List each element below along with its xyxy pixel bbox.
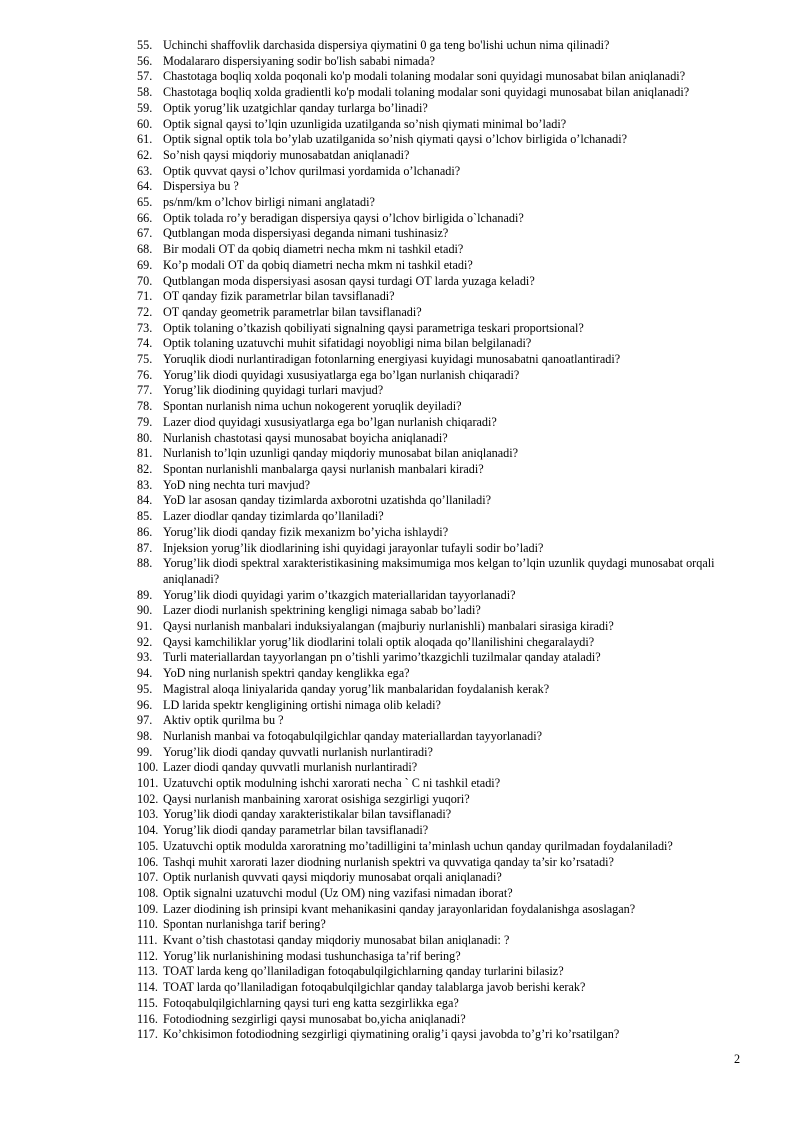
question-number: 103.: [137, 807, 159, 822]
question-text: Chastotaga boqliq xolda gradientli ko'p modali tolaning modalar soni quyidagi munosabat bilan aniqlanadi?: [163, 85, 690, 100]
question-text: Lazer diodi nurlanish spektrining kengligi nimaga sabab bo’ladi?: [163, 603, 481, 618]
question-item: [137, 588, 747, 604]
question-text: Qutblangan moda dispersiyasi deganda nimani tushinasiz?: [163, 226, 449, 241]
question-number: 104.: [137, 823, 159, 838]
question-text: Spontan nurlanishli manbalarga qaysi nurlanish manbalari kiradi?: [163, 461, 484, 476]
question-text: Yorug’lik diodi qanday fizik mexanizm bo’yicha ishlaydi?: [163, 524, 449, 539]
question-number: 58.: [137, 85, 153, 100]
question-item: [137, 792, 747, 808]
question-item: [137, 980, 747, 996]
question-item: [137, 698, 747, 714]
question-item: [137, 352, 747, 368]
question-text: Optik tolaning o’tkazish qobiliyati signalning qaysi parametriga teskari proportsional?: [163, 320, 584, 335]
page-number: 2: [734, 1052, 741, 1066]
question-number: 60.: [137, 116, 153, 131]
question-number: 77.: [137, 383, 153, 398]
question-number: 96.: [137, 697, 153, 712]
question-number: 86.: [137, 524, 153, 539]
question-text: Ko’p modali OT da qobiq diametri necha mkm ni tashkil etadi?: [163, 257, 473, 272]
question-item: [137, 383, 747, 399]
question-number: 71.: [137, 289, 153, 304]
question-number: 99.: [137, 744, 153, 759]
question-number: 100.: [137, 760, 159, 775]
question-number: 94.: [137, 666, 153, 681]
question-item: [137, 1027, 747, 1043]
question-item: [137, 839, 747, 855]
question-text: LD larida spektr kengligining ortishi nimaga olib keladi?: [163, 697, 441, 712]
question-number: 70.: [137, 273, 153, 288]
question-number: 90.: [137, 603, 153, 618]
question-number: 73.: [137, 320, 153, 335]
question-number: 67.: [137, 226, 153, 241]
question-item: [137, 69, 747, 85]
question-item: [137, 38, 747, 54]
question-text: Yorug’lik diodi qanday quvvatli nurlanish nurlantiradi?: [163, 744, 433, 759]
question-item: [137, 305, 747, 321]
question-text: Spontan nurlanishga tarif bering?: [163, 917, 326, 932]
question-text: YoD ning nechta turi mavjud?: [163, 477, 311, 492]
question-item: [137, 933, 747, 949]
question-item: [137, 446, 747, 462]
question-item: [137, 258, 747, 274]
question-number: 61.: [137, 132, 153, 147]
question-item: [137, 478, 747, 494]
question-text: Kvant o’tish chastotasi qanday miqdoriy munosabat bilan aniqlanadi: ?: [163, 933, 510, 948]
question-text: Dispersiya bu ?: [163, 179, 239, 194]
question-item: [137, 823, 747, 839]
question-text: Optik yorug’lik uzatgichlar qanday turlarga bo’linadi?: [163, 100, 428, 115]
question-item: [137, 713, 747, 729]
question-text: TOAT larda qo’llaniladigan fotoqabulqilgichlar qanday talablarga javob berishi kerak?: [163, 980, 586, 995]
question-text: Nurlanish manbai va fotoqabulqilgichlar qanday materiallardan tayyorlanadi?: [163, 728, 543, 743]
question-item: [137, 635, 747, 651]
question-text: Qaysi nurlanish manbalari induksiyalangan (majburiy nurlanishli) manbalari sirasiga kiradi?: [163, 619, 614, 634]
question-number: 113.: [137, 964, 158, 979]
question-number: 59.: [137, 100, 153, 115]
question-item: [137, 556, 747, 587]
question-text: Optik signal optik tola bo’ylab uzatilganida so’nish qiymati qaysi o’lchov birligida o’lchanadi?: [163, 132, 628, 147]
question-number: 78.: [137, 399, 153, 414]
question-number: 88.: [137, 556, 153, 571]
question-item: [137, 917, 747, 933]
question-number: 55.: [137, 38, 153, 52]
question-text: Optik signalni uzatuvchi modul (Uz OM) ning vazifasi nimadan iborat?: [163, 885, 513, 900]
question-list: [137, 38, 747, 1043]
question-number: 92.: [137, 634, 153, 649]
question-item: [137, 745, 747, 761]
question-text: Optik tolaning uzatuvchi muhit sifatidagi noyobligi nima bilan belgilanadi?: [163, 336, 532, 351]
question-number: 95.: [137, 681, 153, 696]
question-number: 116.: [137, 1011, 158, 1026]
question-text: Optik nurlanish quvvati qaysi miqdoriy munosabat orqali aniqlanadi?: [163, 870, 502, 885]
question-text: Tashqi muhit xarorati lazer diodning nurlanish spektri va quvvatiga qanday ta’sir ko’rsatadi?: [163, 854, 614, 869]
question-number: 82.: [137, 461, 153, 476]
question-number: 75.: [137, 352, 153, 367]
question-number: 117.: [137, 1027, 158, 1042]
question-text: So’nish qaysi miqdoriy munosabatdan aniqlanadi?: [163, 147, 410, 162]
question-number: 106.: [137, 854, 159, 869]
question-item: [137, 226, 747, 242]
question-text: Lazer diodi qanday quvvatli murlanish nurlantiradi?: [163, 760, 418, 775]
question-number: 93.: [137, 650, 153, 665]
question-item: [137, 855, 747, 871]
question-text: Yorug’lik diodi quyidagi xususiyatlarga ega bo’lgan nurlanish chiqaradi?: [163, 367, 520, 382]
question-item: [137, 274, 747, 290]
question-number: 65.: [137, 195, 153, 210]
question-item: [137, 525, 747, 541]
question-item: [137, 776, 747, 792]
question-number: 63.: [137, 163, 153, 178]
question-text: Aktiv optik qurilma bu ?: [163, 713, 284, 728]
question-item: [137, 996, 747, 1012]
question-text: Qaysi kamchiliklar yorug’lik diodlarini tolali optik aloqada qo’llanilishini chegaralaydi?: [163, 634, 595, 649]
question-item: [137, 85, 747, 101]
question-number: 68.: [137, 242, 153, 257]
question-text: Yorug’lik diodi spektral xarakteristikasining maksimumiga mos kelgan to’lqin uzunlik quydagi munosabat orqali aniqlanadi?: [163, 556, 715, 586]
question-text: Ko’chkisimon fotodiodning sezgirligi qiymatining oralig’i qaysi javobda to’g’ri ko’rsatilgan?: [163, 1027, 620, 1042]
question-item: [137, 886, 747, 902]
question-text: Modalararo dispersiyaning sodir bo'lish sababi nimada?: [163, 53, 435, 68]
question-number: 114.: [137, 980, 158, 995]
question-number: 72.: [137, 304, 153, 319]
question-text: Yorug’lik diodining quyidagi turlari mavjud?: [163, 383, 384, 398]
question-number: 79.: [137, 414, 153, 429]
question-number: 85.: [137, 509, 153, 524]
question-item: [137, 148, 747, 164]
question-text: Yoruqlik diodi nurlantiradigan fotonlarning energiyasi kuyidagi munosabatni qanoatlantiradi?: [163, 352, 621, 367]
question-number: 89.: [137, 587, 153, 602]
question-text: Qutblangan moda dispersiyasi asosan qaysi turdagi OT larda yuzaga keladi?: [163, 273, 535, 288]
question-number: 69.: [137, 257, 153, 272]
question-text: ps/nm/km o’lchov birligi nimani anglatadi?: [163, 195, 375, 210]
question-item: [137, 462, 747, 478]
question-number: 66.: [137, 210, 153, 225]
question-item: [137, 289, 747, 305]
question-item: [137, 541, 747, 557]
question-number: 83.: [137, 477, 153, 492]
question-number: 112.: [137, 948, 158, 963]
question-text: Fotodiodning sezgirligi qaysi munosabat bo,yicha aniqlanadi?: [163, 1011, 466, 1026]
question-text: YoD lar asosan qanday tizimlarda axborotni uzatishda qo’llaniladi?: [163, 493, 492, 508]
question-item: [137, 132, 747, 148]
question-number: 102.: [137, 791, 159, 806]
question-item: [137, 415, 747, 431]
question-item: [137, 1012, 747, 1028]
question-text: Yorug’lik diodi qanday parametrlar bilan tavsiflanadi?: [163, 823, 429, 838]
question-number: 57.: [137, 69, 153, 84]
question-item: [137, 399, 747, 415]
question-text: Nurlanish chastotasi qaysi munosabat boyicha aniqlanadi?: [163, 430, 448, 445]
question-number: 111.: [137, 933, 158, 948]
question-text: Optik signal qaysi to’lqin uzunligida uzatilganda so’nish qiymati minimal bo’ladi?: [163, 116, 567, 131]
question-item: [137, 807, 747, 823]
question-number: 98.: [137, 728, 153, 743]
question-text: OT qanday fizik parametrlar bilan tavsiflanadi?: [163, 289, 395, 304]
question-text: OT qanday geometrik parametrlar bilan tavsiflanadi?: [163, 304, 422, 319]
question-item: [137, 211, 747, 227]
question-text: Fotoqabulqilgichlarning qaysi turi eng katta sezgirlikka ega?: [163, 995, 459, 1010]
question-text: Optik tolada ro’y beradigan dispersiya qaysi o’lchov birligida o`lchanadi?: [163, 210, 524, 225]
question-item: [137, 949, 747, 965]
question-text: Qaysi nurlanish manbaining xarorat osishiga sezgirligi yuqori?: [163, 791, 470, 806]
question-item: [137, 368, 747, 384]
question-item: [137, 336, 747, 352]
question-item: [137, 603, 747, 619]
question-text: Magistral aloqa liniyalarida qanday yorug’lik manbalaridan foydalanish kerak?: [163, 681, 550, 696]
question-text: Spontan nurlanish nima uchun nokogerent yoruqlik deyiladi?: [163, 399, 462, 414]
question-text: Lazer diodining ish prinsipi kvant mehanikasini qanday jarayonlaridan foydalanishga asoslagan?: [163, 901, 636, 916]
question-number: 56.: [137, 53, 153, 68]
question-number: 91.: [137, 619, 153, 634]
question-item: [137, 54, 747, 70]
question-number: 81.: [137, 446, 153, 461]
question-item: [137, 760, 747, 776]
question-item: [137, 321, 747, 337]
question-number: 108.: [137, 885, 159, 900]
question-text: Yorug’lik nurlanishining modasi tushunchasiga ta’rif bering?: [163, 948, 461, 963]
question-item: [137, 729, 747, 745]
question-item: [137, 117, 747, 133]
question-item: [137, 195, 747, 211]
question-number: 110.: [137, 917, 158, 932]
question-number: 97.: [137, 713, 153, 728]
question-number: 105.: [137, 838, 159, 853]
question-text: Yorug’lik diodi qanday xarakteristikalar bilan tavsiflanadi?: [163, 807, 452, 822]
question-item: [137, 666, 747, 682]
question-text: Bir modali OT da qobiq diametri necha mkm ni tashkil etadi?: [163, 242, 464, 257]
question-item: [137, 179, 747, 195]
question-item: [137, 902, 747, 918]
question-text: YoD ning nurlanish spektri qanday kenglikka ega?: [163, 666, 410, 681]
question-number: 76.: [137, 367, 153, 382]
question-number: 62.: [137, 147, 153, 162]
question-item: [137, 870, 747, 886]
question-text: Yorug’lik diodi quyidagi yarim o’tkazgich materiallaridan tayyorlanadi?: [163, 587, 516, 602]
question-number: 107.: [137, 870, 159, 885]
question-text: Uzatuvchi optik modulning ishchi xarorati necha ` C ni tashkil etadi?: [163, 776, 501, 791]
question-number: 84.: [137, 493, 153, 508]
question-item: [137, 509, 747, 525]
question-item: [137, 493, 747, 509]
question-text: Nurlanish to’lqin uzunligi qanday miqdoriy munosabat bilan aniqlanadi?: [163, 446, 519, 461]
question-number: 74.: [137, 336, 153, 351]
question-text: Turli materiallardan tayyorlangan pn o’tishli yarimo’tkazgichli tuzilmalar qanday ataladi?: [163, 650, 601, 665]
question-number: 80.: [137, 430, 153, 445]
question-text: Optik quvvat qaysi o’lchov qurilmasi yordamida o’lchanadi?: [163, 163, 461, 178]
question-text: Lazer diod quyidagi xususiyatlarga ega bo’lgan nurlanish chiqaradi?: [163, 414, 497, 429]
question-text: Injeksion yorug’lik diodlarining ishi quyidagi jarayonlar tufayli sodir bo’ladi?: [163, 540, 544, 555]
question-item: [137, 682, 747, 698]
question-number: 115.: [137, 995, 158, 1010]
question-item: [137, 242, 747, 258]
question-item: [137, 164, 747, 180]
question-item: [137, 964, 747, 980]
question-text: Uzatuvchi optik modulda xaroratning mo’tadilligini ta’minlash uchun qanday qurilmadan foydalaniladi?: [163, 838, 673, 853]
question-item: [137, 101, 747, 117]
question-item: [137, 619, 747, 635]
question-text: Chastotaga boqliq xolda poqonali ko'p modali tolaning modalar soni quyidagi munosabat bilan aniqlanadi?: [163, 69, 686, 84]
question-number: 109.: [137, 901, 159, 916]
question-number: 64.: [137, 179, 153, 194]
question-number: 87.: [137, 540, 153, 555]
question-number: 101.: [137, 776, 159, 791]
question-text: Uchinchi shaffovlik darchasida dispersiya qiymatini 0 ga teng bo'lishi uchun nima qilinadi?: [163, 38, 610, 52]
question-text: Lazer diodlar qanday tizimlarda qo’llaniladi?: [163, 509, 384, 524]
question-item: [137, 431, 747, 447]
question-item: [137, 650, 747, 666]
question-text: TOAT larda keng qo’llaniladigan fotoqabulqilgichlarning qanday turlarini bilasiz?: [163, 964, 564, 979]
